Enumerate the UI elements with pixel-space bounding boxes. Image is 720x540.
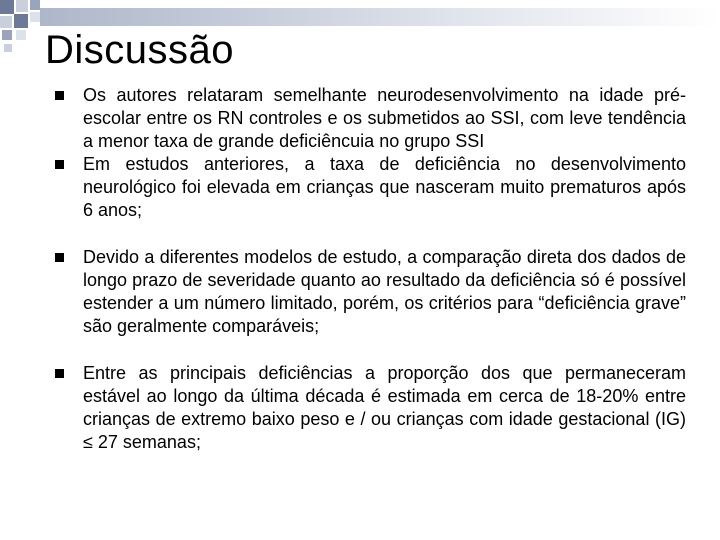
deco-square xyxy=(30,0,40,10)
deco-square xyxy=(16,30,26,40)
deco-square xyxy=(30,12,40,22)
header-gradient-bar xyxy=(40,8,720,26)
deco-square xyxy=(14,14,28,28)
bullet-square-icon xyxy=(55,369,64,378)
deco-square xyxy=(4,44,12,52)
bullet-text: Entre as principais deficiências a proporção dos que permaneceram estável ao longo da última década é estimada em cerca de 18-20% entre crianças de extremo baixo peso e / ou crianças com idade gestacional (IG) ≤ 27 semanas; xyxy=(83,363,686,452)
bullet-item xyxy=(52,246,686,338)
bullet-item xyxy=(52,362,686,454)
deco-square xyxy=(16,0,28,12)
slide-title: Discussão xyxy=(45,28,235,72)
bullet-text: Os autores relataram semelhante neurodesenvolvimento na idade pré-escolar entre os RN controles e os submetidos ao SSI, com leve tendência a menor taxa de grande deficiêncuia no grupo SSI xyxy=(83,85,686,151)
deco-square xyxy=(2,30,12,40)
bullet-text: Devido a diferentes modelos de estudo, a comparação direta dos dados de longo prazo de severidade quanto ao resultado da deficiência só é possível estender a um número limitado, porém, os critérios para “deficiência grave” são geralmente comparáveis; xyxy=(83,247,686,336)
bullet-square-icon xyxy=(55,253,64,262)
bullet-square-icon xyxy=(55,160,64,169)
bullet-square-icon xyxy=(55,91,64,100)
deco-square xyxy=(0,0,14,14)
bullet-item xyxy=(52,84,686,153)
bullet-text: Em estudos anteriores, a taxa de deficiência no desenvolvimento neurológico foi elevada em crianças que nasceram muito prematuros após 6 anos; xyxy=(83,154,686,220)
deco-square xyxy=(0,16,12,28)
bullet-item xyxy=(52,153,686,222)
bullet-list xyxy=(52,84,686,454)
